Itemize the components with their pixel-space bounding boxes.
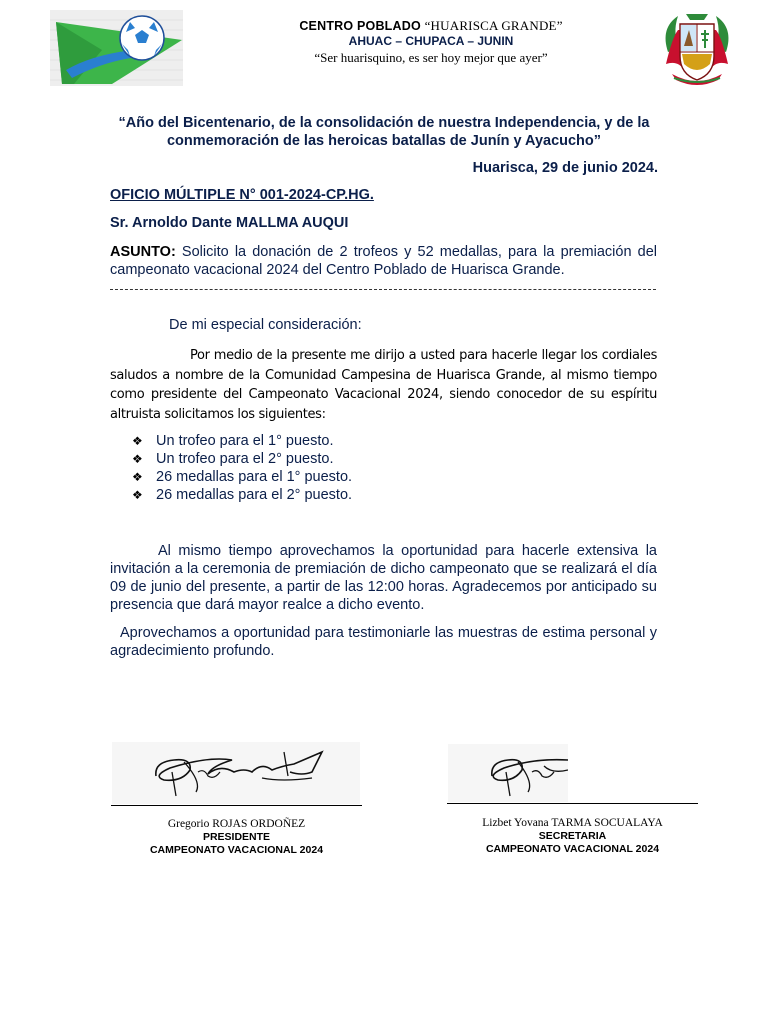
list-item-text: Un trofeo para el 1° puesto. — [156, 433, 334, 449]
header-title — [200, 18, 662, 34]
letter-subject — [110, 243, 657, 279]
subject-label: ASUNTO: — [110, 244, 176, 260]
signature-line-president — [111, 805, 362, 806]
list-item — [132, 432, 352, 450]
signer-organization: CAMPEONATO VACACIONAL 2024 — [485, 842, 660, 855]
header-districts: AHUAC – CHUPACA – JUNIN — [348, 34, 514, 48]
list-item — [132, 468, 352, 486]
letter-reference: OFICIO MÚLTIPLE N° 001-2024-CP.HG. — [110, 187, 374, 203]
list-item-text: 26 medallas para el 1° puesto. — [156, 469, 353, 485]
signer-role: PRESIDENTE — [202, 831, 271, 843]
signature-block-president — [111, 817, 362, 856]
dashed-divider — [110, 289, 656, 290]
header-title-quote: “HUARISCA GRANDE” — [424, 18, 563, 33]
list-item — [132, 450, 352, 468]
diamond-bullet-icon: ❖ — [132, 434, 143, 448]
letter-greeting: De mi especial consideración: — [169, 317, 362, 333]
soccer-ball-logo — [50, 10, 183, 86]
header-motto: “Ser huarisquino, es ser hoy mejor que ayer” — [314, 50, 548, 65]
list-item-text: Un trofeo para el 2° puesto. — [156, 451, 334, 467]
subject-text: Solicito la donación de 2 trofeos y 52 medallas, para la premiación del campeonato vacacional 2024 del Centro Poblado de Huarisca Grande. — [110, 244, 657, 278]
signer-name: Gregorio ROJAS ORDOÑEZ — [167, 818, 306, 830]
header-title-bold: CENTRO POBLADO — [299, 19, 421, 33]
signature-president-image — [112, 742, 360, 804]
year-title: “Año del Bicentenario, de la consolidación de nuestra Independencia, y de la conmemoración de las heroicas batallas de Junín y Ayacucho” — [118, 115, 650, 149]
letter-date: Huarisca, 29 de junio 2024. — [472, 160, 658, 176]
list-item — [132, 486, 352, 504]
signature-block-secretary — [447, 816, 698, 855]
list-item-text: 26 medallas para el 2° puesto. — [156, 487, 353, 503]
body-paragraph-3 — [110, 624, 657, 660]
paragraph-3-text: Aprovechamos a oportunidad para testimoniarle las muestras de estima personal y agradecimiento profundo. — [110, 625, 657, 659]
body-paragraph-1 — [110, 346, 657, 424]
letter-recipient: Sr. Arnoldo Dante MALLMA AUQUI — [110, 215, 349, 231]
peru-coat-of-arms-icon — [658, 8, 736, 88]
signer-role: SECRETARIA — [538, 830, 607, 842]
signature-line-secretary — [447, 803, 698, 804]
request-list — [132, 432, 352, 504]
diamond-bullet-icon: ❖ — [132, 488, 143, 502]
paragraph-1-text: Por medio de la presente me dirijo a usted para hacerle llegar los cordiales saludos a nombre de la Comunidad Campesina de Huarisca Grande, al mismo tiempo como presidente del Campeonato Vacacional 2024, siendo conocedor de su espíritu altruista solicitamos los siguientes: — [110, 348, 657, 422]
body-paragraph-2 — [110, 542, 657, 614]
diamond-bullet-icon: ❖ — [132, 470, 143, 484]
signer-name: Lizbet Yovana TARMA SOCUALAYA — [482, 817, 663, 829]
signer-organization: CAMPEONATO VACACIONAL 2024 — [149, 843, 324, 856]
diamond-bullet-icon: ❖ — [132, 452, 143, 466]
signature-secretary-image — [448, 744, 568, 802]
paragraph-2-text: Al mismo tiempo aprovechamos la oportunidad para hacerle extensiva la invitación a la ceremonia de premiación de dicho campeonato que se realizará el día 09 de junio del presente, a partir de las 12:00 horas. Agradecemos por anticipado su presencia que dará mayor realce a dicho evento. — [110, 543, 657, 613]
